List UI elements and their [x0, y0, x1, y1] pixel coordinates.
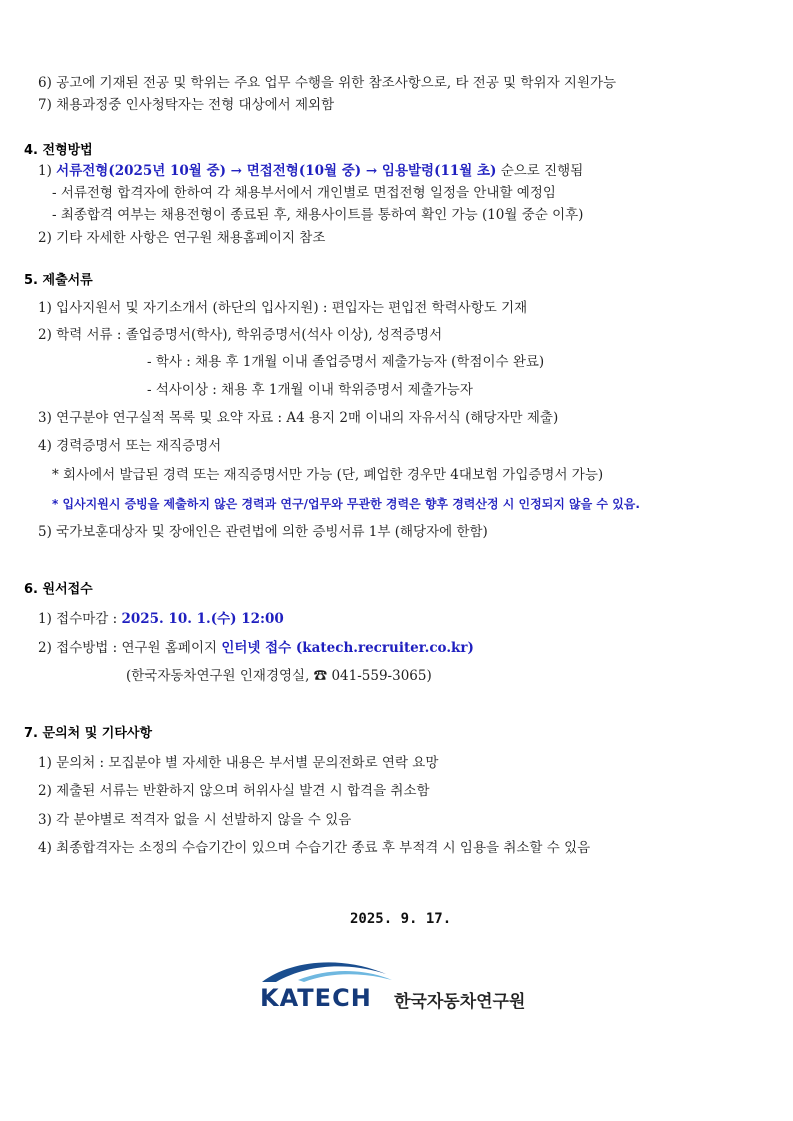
s6-method-label: 2) 접수방법 : 연구원 홈페이지 — [38, 640, 222, 656]
s4-item-1-prefix: 1) — [38, 163, 57, 179]
s4-sub-2: - 최종합격 여부는 채용전형이 종료된 후, 채용사이트를 통하여 확인 가능 (10월 중순 이후) — [52, 207, 584, 223]
s6-method-value: 인터넷 접수 (katech.recruiter.co.kr) — [221, 640, 474, 656]
s4-sub-1: - 서류전형 합격자에 한하여 각 채용부서에서 개인별로 면접전형 일정을 안내할 예정임 — [52, 185, 556, 201]
logo-wordmark: KATECH — [260, 984, 372, 1012]
section-7-heading: 7. 문의처 및 기타사항 — [24, 726, 153, 741]
s7-item-2: 2) 제출된 서류는 반환하지 않으며 허위사실 발견 시 합격을 취소함 — [38, 783, 430, 799]
s5-item-2: 2) 학력 서류 : 졸업증명서(학사), 학위증명서(석사 이상), 성적증명서 — [38, 327, 443, 343]
s6-item-1 — [38, 609, 284, 629]
s5-item-1: 1) 입사지원서 및 자기소개서 (하단의 입사지원) : 편입자는 편입전 학력사항도 기재 — [38, 300, 528, 316]
s5-item-2a: - 학사 : 채용 후 1개월 이내 졸업증명서 제출가능자 (학점이수 완료) — [147, 354, 545, 370]
section-6-heading: 6. 원서접수 — [24, 582, 93, 597]
item-6: 6) 공고에 기재된 전공 및 학위는 주요 업무 수행을 위한 참조사항으로, 타 전공 및 학위자 지원가능 — [38, 75, 617, 91]
s6-item-2 — [38, 638, 474, 658]
s5-note-2: * 입사지원시 증빙을 제출하지 않은 경력과 연구/업무와 무관한 경력은 향후 경력산정 시 인정되지 않을 수 있음. — [52, 497, 640, 511]
s4-item-1-suffix: 순으로 진행됨 — [496, 163, 584, 179]
s5-item-2b: - 석사이상 : 채용 후 1개월 이내 학위증명서 제출가능자 — [147, 382, 473, 398]
s5-item-5: 5) 국가보훈대상자 및 장애인은 관련법에 의한 증빙서류 1부 (해당자에 한함) — [38, 524, 488, 540]
section-4-heading: 4. 전형방법 — [24, 143, 93, 158]
s5-note-1: * 회사에서 발급된 경력 또는 재직증명서만 가능 (단, 폐업한 경우만 4대보험 가입증명서 가능) — [52, 467, 604, 483]
s5-item-4: 4) 경력증명서 또는 재직증명서 — [38, 438, 222, 454]
s5-item-3: 3) 연구분야 연구실적 목록 및 요약 자료 : A4 용지 2매 이내의 자유서식 (해당자만 제출) — [38, 410, 559, 426]
s6-deadline-value: 2025. 10. 1.(수) 12:00 — [121, 611, 284, 627]
s4-item-1-schedule: 서류전형(2025년 10월 중) → 면접전형(10월 중) → 임용발령(11월 초) — [56, 163, 497, 179]
s6-deadline-label: 1) 접수마감 : — [38, 611, 122, 627]
s4-item-2: 2) 기타 자세한 사항은 연구원 채용홈페이지 참조 — [38, 230, 326, 246]
item-7: 7) 채용과정중 인사청탁자는 전형 대상에서 제외함 — [38, 97, 335, 113]
katech-logo — [258, 956, 548, 1012]
s7-item-4: 4) 최종합격자는 소정의 수습기간이 있으며 수습기간 종료 후 부적격 시 임용을 취소할 수 있음 — [38, 840, 591, 856]
s6-contact: (한국자동차연구원 인재경영실, ☎ 041-559-3065) — [126, 668, 432, 684]
section-5-heading: 5. 제출서류 — [24, 273, 93, 288]
s7-item-3: 3) 각 분야별로 적격자 없을 시 선발하지 않을 수 있음 — [38, 812, 352, 828]
s7-item-1: 1) 문의처 : 모집분야 별 자세한 내용은 부서별 문의전화로 연락 요망 — [38, 755, 439, 771]
logo-korean-name: 한국자동차연구원 — [394, 992, 526, 1012]
s4-item-1 — [38, 161, 583, 181]
document-date: 2025. 9. 17. — [350, 911, 452, 927]
